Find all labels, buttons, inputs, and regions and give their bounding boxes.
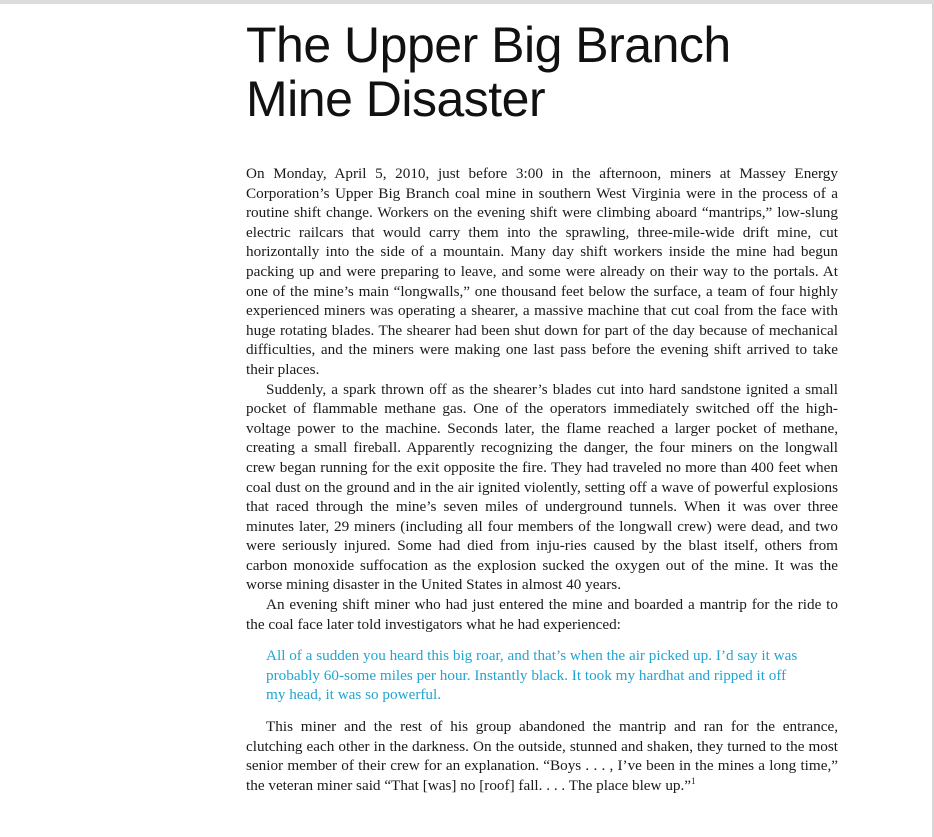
- block-quote: All of a sudden you heard this big roar, and that’s when the air picked up. I’d say it was probably 60-some miles per hour. Instantly black. It took my hardhat and ripped it off my head, it was so powerful.: [266, 647, 798, 704]
- page: [246, 18, 838, 795]
- title-line-1: The Upper Big Branch: [246, 17, 731, 73]
- paragraph-2: Suddenly, a spark thrown off as the shearer’s blades cut into hard sandstone ignited a small pocket of flammable methane gas. One of the operators immediately switched off the high-voltage power to the machine. Seconds later, the flame reached a larger pocket of methane, creating a small fireball. Apparently recognizing the danger, the four miners on the longwall crew began running for the exit opposite the fire. They had traveled no more than 400 feet when coal dust on the ground and in the air ignited violently, setting off a wave of powerful explosions that raced through the mine’s seven miles of underground tunnels. When it was over three minutes later, 29 miners (including all four members of the longwall crew) were dead, and two were seriously injured. Some had died from inju-ries caused by the blast itself, others from carbon monoxide suffocation as the explosion sucked the oxygen out of the mine. It was the worse mining disaster in the United States in almost 40 years.: [246, 380, 838, 594]
- paragraph-1: On Monday, April 5, 2010, just before 3:00 in the afternoon, miners at Massey Energy Corporation’s Upper Big Branch coal mine in southern West Virginia were in the process of a routine shift change. Workers on the evening shift were climbing aboard “mantrips,” low-slung electric railcars that would carry them into the sprawling, three-mile-wide drift mine, cut horizontally into the side of a mountain. Many day shift workers inside the mine had begun packing up and were preparing to leave, and some were already on their way to the portals. At one of the mine’s main “longwalls,” one thousand feet below the surface, a team of four highly experienced miners was operating a shearer, a massive machine that cut coal from the face with huge rotating blades. The shearer had been shut down for part of the day because of mechanical difficulties, and the miners were making one last pass before the evening shift arrived to take their places.: [246, 165, 838, 378]
- article-body: [246, 164, 838, 795]
- paragraph-4-text: This miner and the rest of his group abandoned the mantrip and ran for the entrance, clutching each other in the darkness. On the outside, stunned and shaken, they turned to the most senior member of their crew for an explanation. “Boys . . . , I’ve been in the mines a long time,” the veteran miner said “That [was] no [roof] fall. . . . The place blew up.”: [246, 718, 838, 794]
- page-title: [246, 18, 838, 126]
- paragraph-4: [246, 717, 838, 795]
- paragraph-3: An evening shift miner who had just entered the mine and boarded a mantrip for the ride to the coal face later told investigators what he had experienced:: [246, 596, 838, 633]
- footnote-marker[interactable]: 1: [691, 775, 696, 786]
- title-line-2: Mine Disaster: [246, 71, 546, 127]
